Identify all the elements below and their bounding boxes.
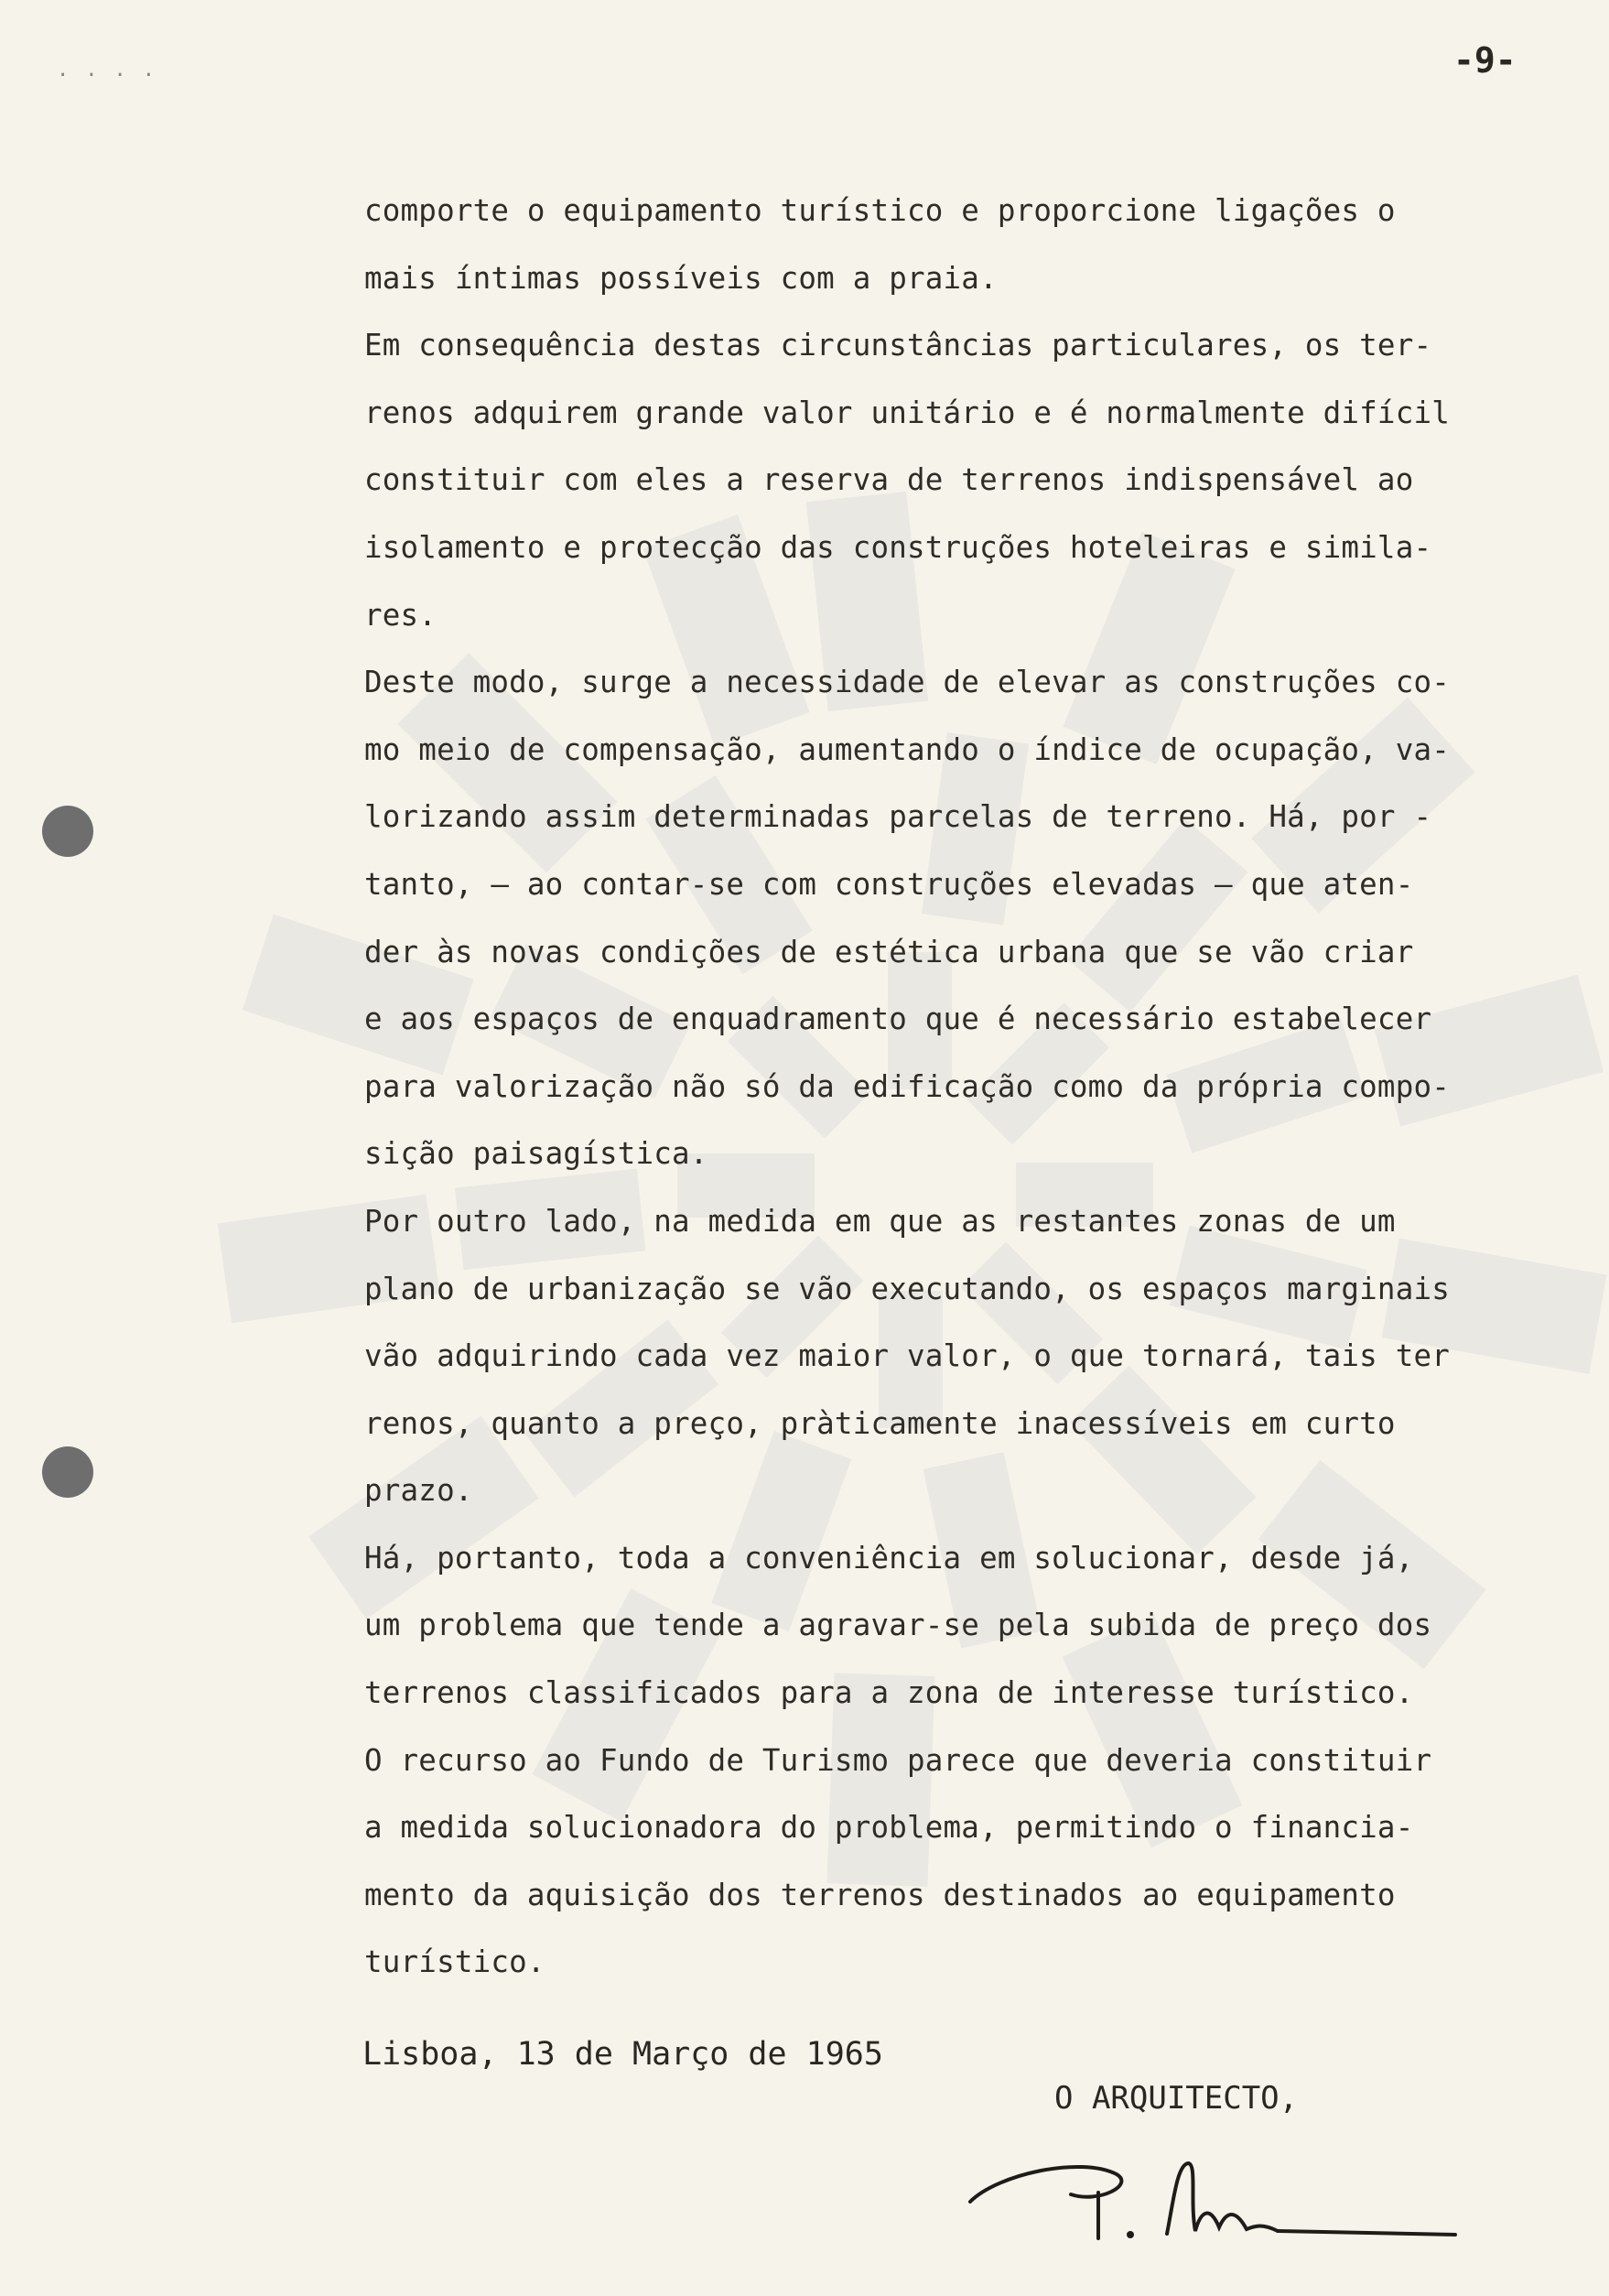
text-line: O recurso ao Fundo de Turismo parece que deveria constituir [364, 1742, 1432, 1778]
text-line: Em consequência destas circunstâncias particulares, os ter- [364, 328, 1432, 363]
text-line: Há, portanto, toda a conveniência em solucionar, desde já, [364, 1540, 1414, 1576]
text-line: um problema que tende a agravar-se pela subida de preço dos [364, 1608, 1432, 1643]
header-dots: .... [57, 59, 171, 81]
text-line: der às novas condições de estética urbana que se vão criar [364, 934, 1414, 969]
text-line: renos adquirem grande valor unitário e é normalmente difícil [364, 395, 1450, 430]
text-line: vão adquirindo cada vez maior valor, o que tornará, tais ter [364, 1338, 1450, 1374]
page-number: -9- [1453, 40, 1517, 81]
text-line: Deste modo, surge a necessidade de elevar as construções co- [364, 665, 1450, 700]
text-line: prazo. [364, 1473, 473, 1509]
text-line: plano de urbanização se vão executando, os espaços marginais [364, 1271, 1450, 1306]
text-line: isolamento e protecção das construções hoteleiras e simila- [364, 529, 1432, 565]
text-line: Por outro lado, na medida em que as restantes zonas de um [364, 1203, 1396, 1239]
punch-hole-icon [42, 806, 93, 857]
body-text [364, 183, 1563, 2002]
text-line: mais íntimas possíveis com a praia. [364, 260, 998, 296]
punch-hole-icon [42, 1446, 93, 1498]
text-line: comporte o equipamento turístico e proporcione ligações o [364, 193, 1396, 228]
text-line: mo meio de compensação, aumentando o índice de ocupação, va- [364, 731, 1450, 767]
text-line: sição paisagística. [364, 1136, 708, 1172]
text-line: e aos espaços de enquadramento que é necessário estabelecer [364, 1002, 1432, 1037]
text-line: turístico. [364, 1944, 545, 1980]
place-and-date: Lisboa, 13 de Março de 1965 [362, 2036, 883, 2073]
text-line: lorizando assim determinadas parcelas de terreno. Há, por - [364, 799, 1432, 835]
text-line: terrenos classificados para a zona de interesse turístico. [364, 1675, 1414, 1711]
text-line: renos, quanto a preço, pràticamente inacessíveis em curto [364, 1405, 1396, 1441]
text-line: res. [364, 597, 437, 633]
text-line: para valorização não só da edificação como da própria compo- [364, 1068, 1450, 1104]
signer-title: O ARQUITECTO, [1054, 2080, 1299, 2117]
text-line: a medida solucionadora do problema, permitindo o financia- [364, 1810, 1414, 1846]
text-line: tanto, — ao contar-se com construções elevadas — que aten- [364, 866, 1414, 902]
signature-icon [961, 2147, 1474, 2247]
text-line: constituir com eles a reserva de terrenos indispensável ao [364, 462, 1414, 498]
text-line: mento da aquisição dos terrenos destinados ao equipamento [364, 1877, 1396, 1912]
